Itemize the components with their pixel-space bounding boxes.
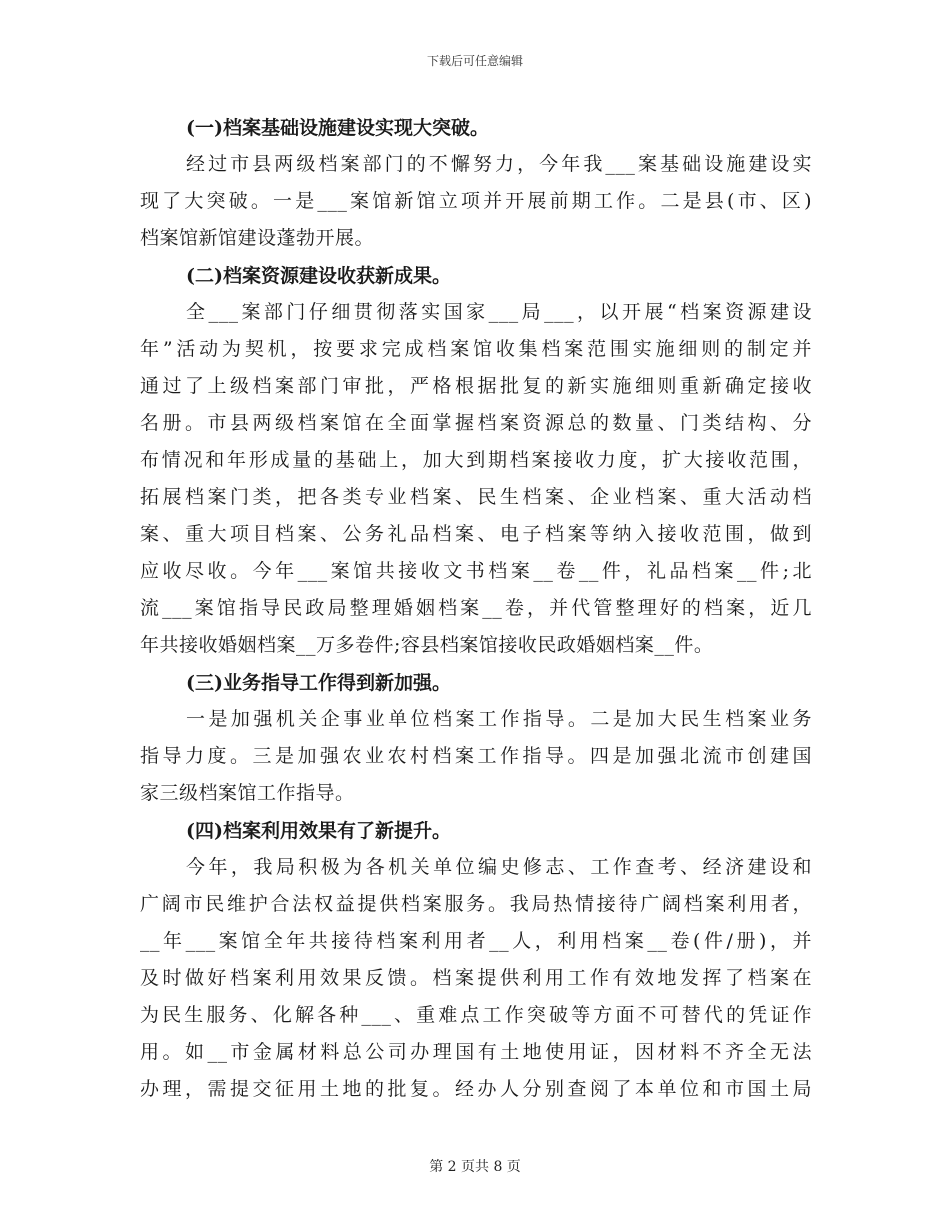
section-heading: (二)档案资源建设收获新成果。: [186, 265, 451, 287]
paragraph-line: 名册。市县两级档案馆在全面掌握档案资源总的数量、门类结构、分: [140, 412, 812, 434]
paragraph-line: 指导力度。三是加强农业农村档案工作指导。四是加强北流市创建国: [140, 745, 812, 767]
paragraph-line: 一是加强机关企事业单位档案工作指导。二是加大民生档案业务: [186, 708, 812, 730]
paragraph-line: __年___案馆全年共接待档案利用者__人，利用档案__卷(件/册)，并: [140, 930, 812, 952]
section-2: [140, 258, 812, 664]
section-4: [140, 813, 812, 1108]
section-heading: (一)档案基础设施建设实现大突破。: [186, 117, 489, 139]
section-3: [140, 665, 812, 812]
section-paragraph: [140, 701, 812, 812]
page-footer: 第 2 页共 8 页: [429, 1159, 521, 1175]
document-body: [140, 110, 812, 1109]
paragraph-line: 今年，我局积极为各机关单位编史修志、工作查考、经济建设和: [186, 856, 812, 878]
paragraph-line: 经过市县两级档案部门的不懈努力，今年我___案基础设施建设实: [186, 153, 812, 175]
paragraph-line: 为民生服务、化解各种___、重难点工作突破等方面不可替代的凭证作: [140, 1004, 812, 1026]
paragraph-line: 家三级档案馆工作指导。: [140, 782, 355, 804]
section-1: [140, 110, 812, 257]
section-paragraph: [140, 294, 812, 664]
paragraph-line: 办理，需提交征用土地的批复。经办人分别查阅了本单位和市国土局: [140, 1078, 812, 1100]
paragraph-line: 通过了上级档案部门审批，严格根据批复的新实施细则重新确定接收: [140, 375, 812, 397]
paragraph-line: 广阔市民维护合法权益提供档案服务。我局热情接待广阔档案利用者，: [140, 893, 812, 915]
section-paragraph: [140, 146, 812, 257]
paragraph-line: 布情况和年形成量的基础上，加大到期档案接收力度，扩大接收范围，: [140, 449, 812, 471]
paragraph-line: 年”活动为契机，按要求完成档案馆收集档案范围实施细则的制定并: [140, 338, 812, 360]
section-heading: (三)业务指导工作得到新加强。: [186, 672, 451, 694]
paragraph-line: 拓展档案门类，把各类专业档案、民生档案、企业档案、重大活动档: [140, 486, 812, 508]
paragraph-line: 全___案部门仔细贯彻落实国家___局___，以开展“档案资源建设: [186, 301, 812, 323]
paragraph-line: 及时做好档案利用效果反馈。档案提供利用工作有效地发挥了档案在: [140, 967, 812, 989]
paragraph-line: 应收尽收。今年___案馆共接收文书档案__卷__件，礼品档案__件;北: [140, 560, 812, 582]
paragraph-line: 流___案馆指导民政局整理婚姻档案__卷，并代管整理好的档案，近几: [140, 597, 812, 619]
paragraph-line: 用。如__市金属材料总公司办理国有土地使用证，因材料不齐全无法: [140, 1041, 812, 1063]
section-heading: (四)档案利用效果有了新提升。: [186, 820, 451, 842]
page-header: 下载后可任意编辑: [426, 54, 523, 68]
paragraph-line: 年共接收婚姻档案__万多卷件;容县档案馆接收民政婚姻档案__件。: [140, 634, 714, 656]
paragraph-line: 现了大突破。一是___案馆新馆立项并开展前期工作。二是县(市、区): [140, 190, 812, 212]
section-paragraph: [140, 849, 812, 1108]
paragraph-line: 档案馆新馆建设蓬勃开展。: [140, 227, 375, 249]
paragraph-line: 案、重大项目档案、公务礼品档案、电子档案等纳入接收范围，做到: [140, 523, 812, 545]
